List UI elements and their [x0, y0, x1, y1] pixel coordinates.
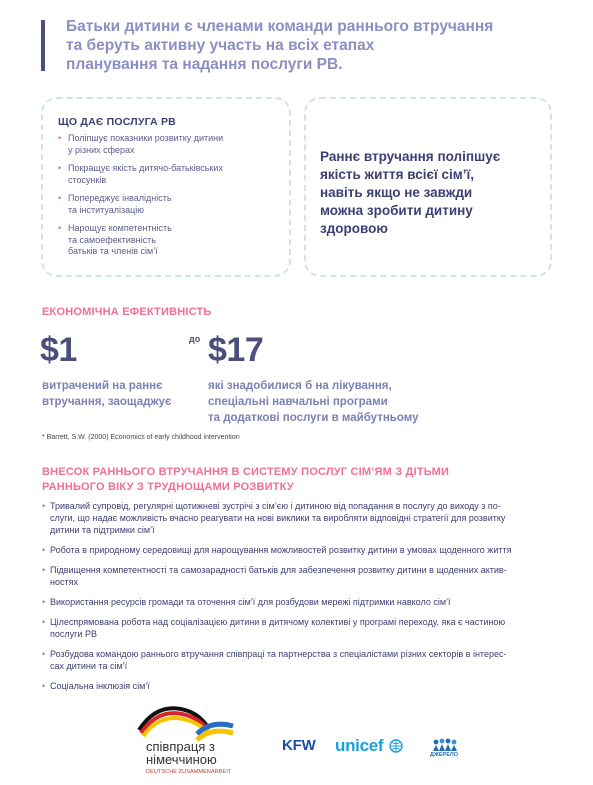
lead-line: планування та надання послуги РВ.	[66, 56, 343, 73]
giz-logo-text: співпраця з німеччиною DEUTSCHE ZUSAMMENARBEIT	[146, 739, 232, 775]
list-item: • Соціальна інклюзія сім’ї	[42, 680, 562, 692]
amount-connector: до	[189, 334, 201, 344]
list-item: • Тривалий супровід, регулярні щотижневі зустрічі з сім’єю і дитиною від попадання в послугу до виходу з по- слуги, що надає можливість вчасно реагувати на нові виклики та виробляти відповідні стратегії для розвитку дитини та підтримки сім’ї	[42, 500, 562, 536]
quote-text: Раннє втручання поліпшує якість життя всієї сім’ї, навіть якщо не завжди можна зробити дитину здоровою	[320, 149, 501, 236]
economic-title: ЕКОНОМІЧНА ЕФЕКТИВНІСТЬ	[42, 306, 212, 318]
footnote: * Barrett, S.W. (2000) Economics of early childhood intervention	[42, 434, 240, 441]
amount-spent: $1	[40, 331, 77, 369]
lead-line: Батьки дитини є членами команди раннього втручання	[66, 18, 494, 35]
list-item: • Поліпшує показники розвитку дитини у різних сферах	[58, 133, 283, 156]
list-item: • Робота в природному середовищі для нарощування можливостей розвитку дитини в умовах щоденного життя	[42, 544, 562, 556]
spent-description: витрачений на раннє втручання, заощаджує	[42, 380, 172, 408]
lead-accent-bar	[41, 20, 45, 71]
list-item: • Цілеспрямована робота над соціалізацією дитини в дитячому колективі у програмі переходу, яка є частиною послуги РВ	[42, 616, 562, 640]
lead-statement	[66, 17, 526, 74]
list-item: • Розбудова командою раннього втручання співпраці та партнерства з спеціалістами різних секторів в інтерес- сах дитини та сім’ї	[42, 648, 562, 672]
contribution-title: ВНЕСОК РАННЬОГО ВТРУЧАННЯ В СИСТЕМУ ПОСЛУГ СІМ’ЯМ З ДІТЬМИ РАННЬОГО ВІКУ З ТРУДНОЩАМИ РОЗВИТКУ	[42, 466, 450, 493]
unicef-globe-icon	[389, 739, 403, 753]
list-item: • Покращує якість дитячо-батьківських стосунків	[58, 163, 283, 186]
germany-ukraine-flag-logo	[137, 700, 237, 742]
list-item: • Попереджує інвалідність та інституалізацію	[58, 193, 283, 216]
saved-description: які знадобилися б на лікування, спеціальні навчальні програми та додаткові послуги в майбутньому	[208, 380, 419, 424]
lead-line: та беруть активну участь на всіх етапах	[66, 37, 375, 54]
kfw-logo: KFW	[282, 737, 316, 754]
contribution-list	[42, 500, 562, 700]
unicef-logo: unicef	[335, 736, 384, 755]
dzherelo-logo-text: ДЖЕРЕЛО	[430, 752, 459, 758]
amount-saved: $17	[208, 331, 264, 369]
benefits-title: ЩО ДАЄ ПОСЛУГА РВ	[58, 116, 176, 128]
list-item: • Використання ресурсів громади та оточення сім’ї для розбудови мережі підтримки навколо сім’ї	[42, 596, 562, 608]
dzherelo-children-icon	[432, 738, 458, 752]
list-item: • Нарощує компетентність та самоефективність батьків та членів сім’ї	[58, 223, 283, 258]
benefits-list	[58, 133, 283, 265]
list-item: • Підвищення компетентності та самозарадності батьків для забезпечення розвитку дитини в щоденних актив- ностях	[42, 564, 562, 588]
